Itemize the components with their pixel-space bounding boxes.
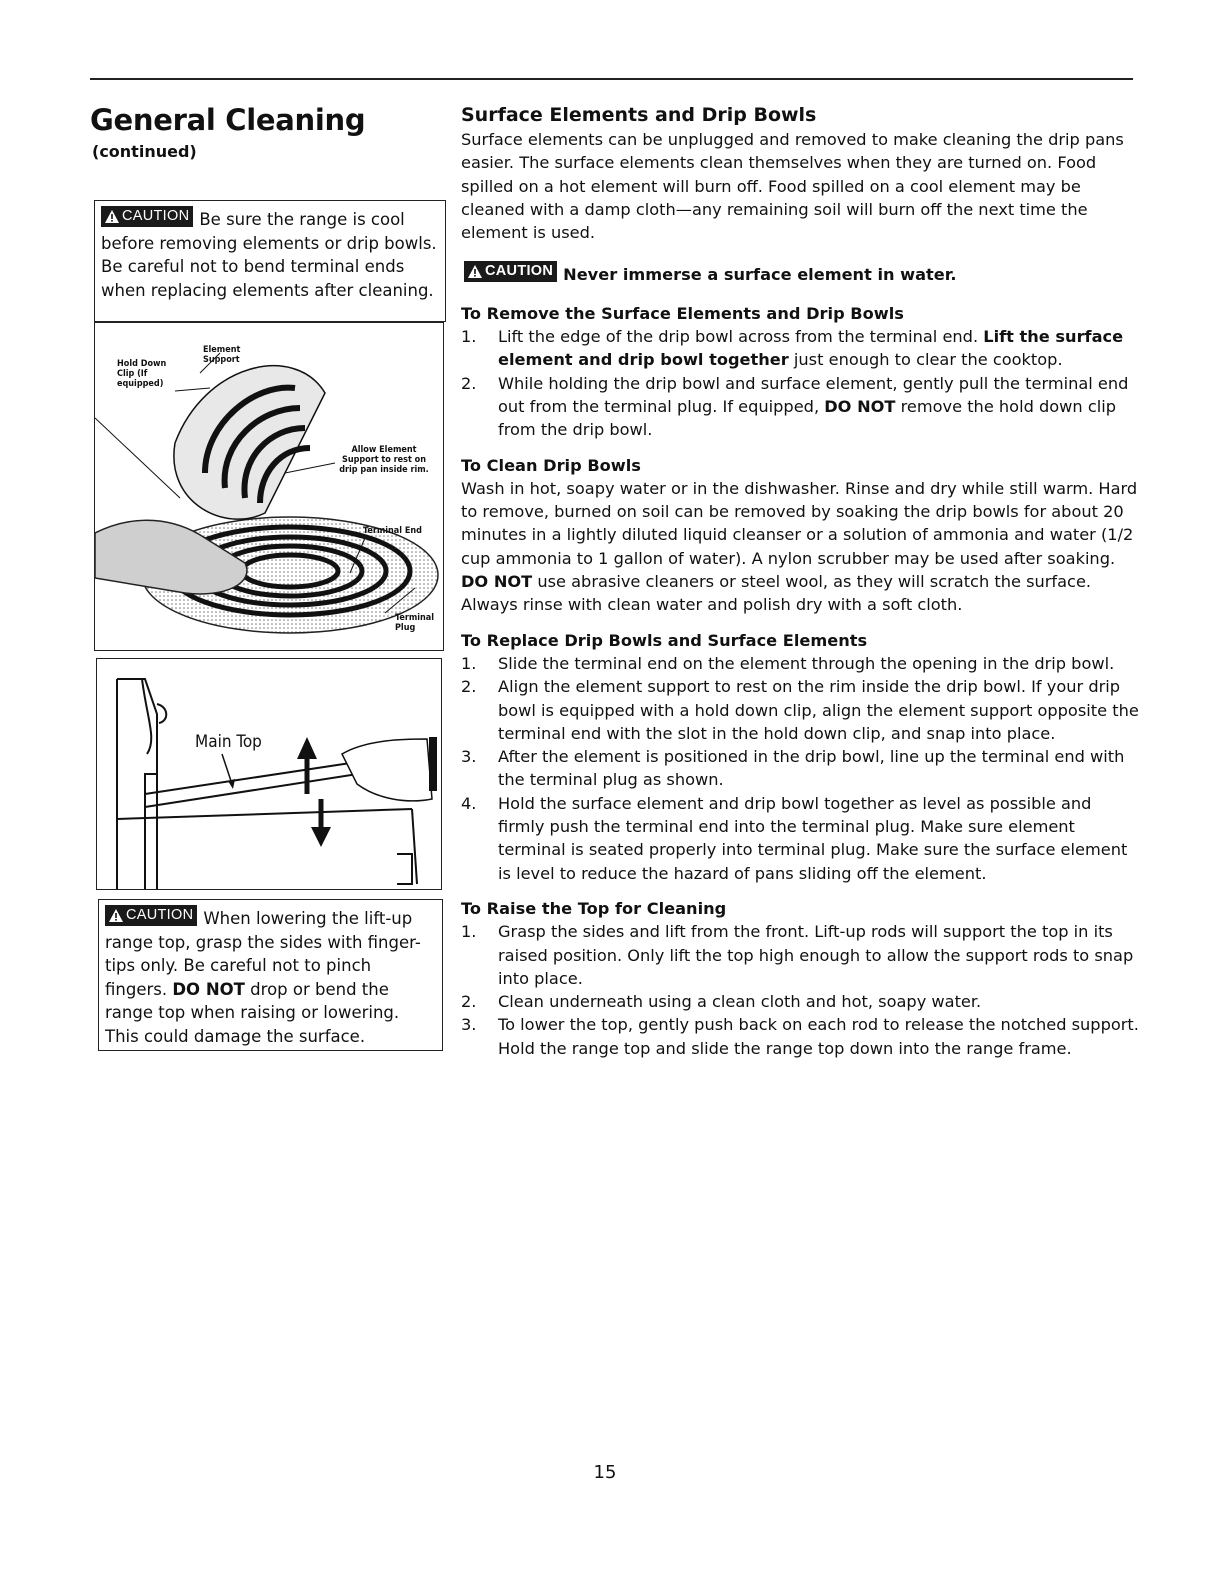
heading-clean: To Clean Drip Bowls — [461, 455, 641, 475]
intro-paragraph: Surface elements can be unplugged and removed to make cleaning the drip pans easier. The surface elements clean themselves when they are turned on. Food spilled on a hot element will burn off. Food spilled on a cool element may be cleaned with a damp cloth—any remaining soil will burn off the next time the element is used. — [461, 130, 1124, 243]
step-text: After the element is positioned in the drip bowl, line up the terminal end with the terminal plug as shown. — [498, 747, 1125, 790]
heading-remove: To Remove the Surface Elements and Drip Bowls — [461, 303, 904, 323]
list-item — [461, 920, 1141, 990]
caution-line-immerse — [464, 261, 1141, 286]
list-item — [461, 325, 1141, 372]
step-text: Slide the terminal end on the element through the opening in the drip bowl. — [498, 653, 1115, 673]
caution-text-lift-a: When lowering the lift-up range top, grasp the sides with finger-tips only. Be careful not to pinch fingers. — [105, 909, 421, 999]
caution-do-not: DO NOT — [172, 979, 245, 999]
list-item — [461, 372, 1141, 442]
step-text-bold: DO NOT — [824, 396, 896, 416]
step-number: 2. — [461, 992, 477, 1012]
main-top-illustration — [97, 659, 441, 889]
clean-text-a: Wash in hot, soapy water or in the dishwasher. Rinse and dry while still warm. Hard to remove, burned on soil can be removed by soaking the drip bowls for about 20 minutes in a lightly diluted liquid cleanser or a solution of ammonia and water (1/2 cup ammonia to 1 gallon of water). A nylon scrubber may be used after soaking. — [461, 478, 1138, 568]
step-number: 2. — [461, 677, 477, 697]
list-item — [461, 990, 1141, 1013]
replace-steps — [461, 652, 1141, 885]
heading-raise: To Raise the Top for Cleaning — [461, 898, 727, 918]
label-hold-down-clip: Hold Down Clip (If equipped) — [117, 359, 167, 389]
list-item — [461, 652, 1141, 675]
caution-text-elements: Be sure the range is cool before removing elements or drip bowls. Be careful not to bend terminal ends when replacing elements after cleaning. — [101, 210, 437, 300]
figure-main-top — [96, 658, 442, 890]
list-item — [461, 1013, 1141, 1060]
arrow-down-icon — [311, 827, 331, 847]
remove-steps — [461, 325, 1141, 441]
step-text: Align the element support to rest on the rim inside the drip bowl. If your drip bowl is equipped with a hold down clip, align the element support opposite the terminal end with the slot in the hold down clip, and snap into place. — [498, 677, 1139, 743]
left-column — [90, 100, 445, 161]
step-text — [498, 325, 1141, 372]
page-number: 15 — [593, 1462, 617, 1483]
heading-replace: To Replace Drip Bowls and Surface Elements — [461, 630, 868, 650]
caution-badge — [464, 261, 557, 282]
step-text: Clean underneath using a clean cloth and hot, soapy water. — [498, 992, 982, 1012]
section-title: Surface Elements and Drip Bowls — [461, 104, 817, 126]
warning-triangle-icon — [104, 209, 120, 224]
label-allow-support: Allow Element Support to rest on drip pan inside rim. — [339, 445, 429, 475]
step-number: 1. — [461, 653, 477, 673]
warning-triangle-icon — [467, 264, 483, 279]
hand-shape — [342, 739, 432, 801]
clean-text-b: use abrasive cleaners or steel wool, as they will scratch the surface. Always rinse with clean water and polish dry with a soft cloth. — [461, 572, 1092, 615]
header-rule — [90, 78, 1133, 80]
caution-box-lift-top — [98, 899, 443, 1051]
step-text: To lower the top, gently push back on each rod to release the notched support. Hold the range top and slide the range top down into the range frame. — [498, 1015, 1139, 1058]
caution-immerse-text: Never immerse a surface element in water. — [563, 265, 957, 285]
caution-badge — [101, 206, 193, 227]
label-terminal-end: Terminal End — [363, 526, 422, 536]
caution-badge-label: CAUTION — [122, 207, 190, 224]
clean-paragraph — [461, 477, 1141, 617]
list-item — [461, 792, 1141, 885]
list-item — [461, 745, 1141, 792]
label-main-top: Main Top — [195, 732, 262, 752]
step-number: 1. — [461, 327, 477, 347]
list-item — [461, 675, 1141, 745]
clean-do-not: DO NOT — [461, 572, 533, 592]
step-text-c: remove the hold down clip from the drip bowl. — [498, 396, 1116, 440]
caution-badge-label: CAUTION — [485, 263, 554, 280]
step-text — [498, 372, 1141, 442]
warning-triangle-icon — [108, 908, 124, 923]
label-terminal-plug: Terminal Plug — [395, 613, 435, 633]
step-text-a: While holding the drip bowl and surface element, gently pull the terminal end out from the terminal plug. If equipped, — [498, 373, 1129, 416]
page-subtitle: (continued) — [92, 142, 197, 161]
step-text-bold: Lift the surface element and drip bowl together — [498, 327, 1124, 370]
right-column — [461, 100, 1141, 1060]
caution-box-elements — [94, 200, 446, 322]
step-number: 2. — [461, 373, 477, 393]
figure-element-drip-bowl — [94, 322, 444, 651]
arrow-up-icon — [297, 737, 317, 759]
caution-badge-label: CAUTION — [126, 906, 194, 923]
step-text: Grasp the sides and lift from the front. Lift-up rods will support the top in its raised position. Only lift the top high enough to allow the support rods to snap into place. — [498, 922, 1134, 988]
step-text-c: just enough to clear the cooktop. — [793, 350, 1063, 370]
step-number: 3. — [461, 1015, 477, 1035]
step-text: Hold the surface element and drip bowl together as level as possible and firmly push the terminal end into the terminal plug. Make sure element terminal is seated properly into terminal plug. Make sure the surface element is level to reduce the hazard of pans sliding off the element. — [498, 793, 1128, 883]
step-text-a: Lift the edge of the drip bowl across from the terminal end. — [498, 327, 979, 347]
caution-badge — [105, 905, 197, 926]
step-number: 1. — [461, 922, 477, 942]
step-number: 3. — [461, 747, 477, 767]
step-number: 4. — [461, 793, 477, 813]
raise-steps — [461, 920, 1141, 1060]
caution-text-lift-b: drop or bend the range top when raising or lowering. This could damage the surface. — [105, 979, 400, 1046]
label-element-support: Element Support — [203, 345, 241, 365]
page-title: General Cleaning — [90, 103, 366, 137]
